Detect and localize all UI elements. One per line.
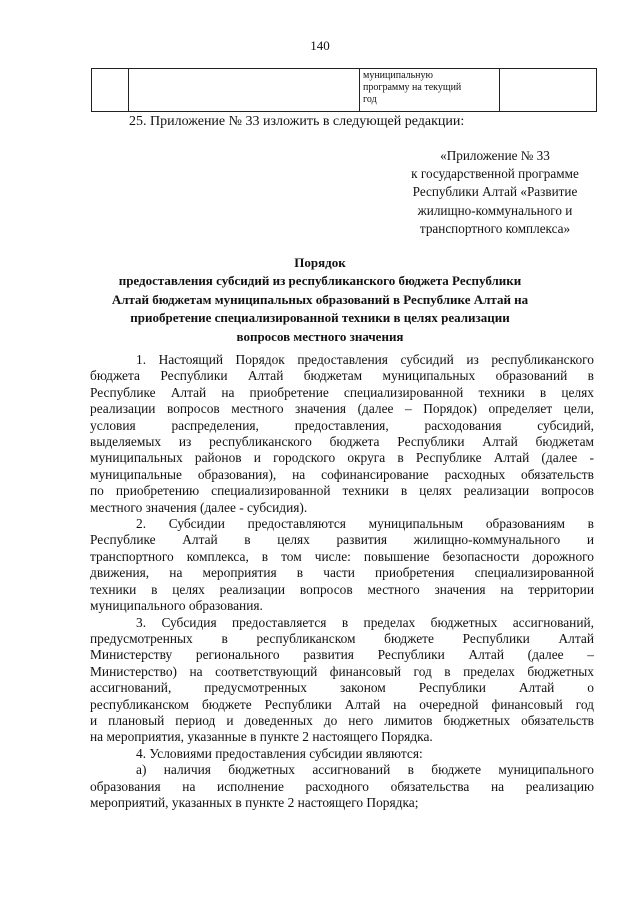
text-line: и плановый период и доведенных до него лимитов бюджетных обязательств [90,712,594,728]
text-line: муниципальные образования), на софинансирование расходных обязательств [90,466,594,482]
text-line: Республике Алтай на приобретение специализированной техники в целях [90,384,594,400]
table-cell [360,69,500,112]
text-line: Министерство) на соответствующий финансовый год в пределах бюджетных [90,663,594,679]
continuation-table-row [91,68,597,112]
text-line: техники в целях реализации вопросов местного значения на территории [90,581,594,597]
table-cell [500,69,597,112]
annex-header-line: к государственной программе [411,166,579,182]
text-line: муниципальных районов и городского округа в Республике Алтай (далее - [90,450,594,466]
text-line: движения, на мероприятия в части приобретения специализированной [90,565,594,581]
table-cell [129,69,360,112]
annex-header-line: «Приложение № 33 [440,148,550,163]
text-line: Республике Алтай в целях развития жилищно-коммунального и [90,532,594,548]
text-line: Министерству регионального развития Республики Алтай (далее – [90,647,594,663]
text-line: ассигнований, предусмотренных законом Республики Алтай о [90,680,594,696]
table-cell [92,69,129,112]
annex-header-line: Республики Алтай «Развитие [412,184,578,200]
annex-header [380,147,610,238]
page-number: 140 [310,38,330,53]
paragraph-3 [90,615,594,746]
text-line: 3. Субсидия предоставляется в пределах бюджетных ассигнований, [136,614,594,630]
paragraph-1 [90,352,594,516]
title-line: Алтай бюджетам муниципальных образований в Республике Алтай на [111,291,529,307]
amendment-text: 25. Приложение № 33 изложить в следующей редакции: [129,114,465,129]
text-line: муниципального образования. [90,598,263,614]
text-line: реализации вопросов местного значения (далее – Порядок) определяет цели, [90,401,594,417]
text-line: бюджета Республики Алтай бюджетам муниципальных образований в [90,368,594,384]
document-title [80,254,560,346]
text-line: выделяемых из республиканского бюджета Республики Алтай бюджетам [90,434,594,450]
text-line: предусмотренных в республиканском бюджете Республики Алтай [90,630,594,646]
body-text [90,352,594,811]
text-line: по приобретению специализированной техники в целях реализации вопросов [90,483,594,499]
annex-header-line: транспортного комплекса» [419,220,571,236]
paragraph-2 [90,516,594,614]
title-line: Порядок [294,255,346,270]
text-line: местного значения (далее - субсидия). [90,499,308,515]
annex-header-line: жилищно-коммунального и [417,202,573,218]
table-cell-line: муниципальную [363,70,433,81]
table-cell-line: программу на текущий [363,82,462,93]
text-line: условия распределения, предоставления, расходования субсидий, [90,417,594,433]
text-line: мероприятий, указанных в пункте 2 настоящего Порядка; [90,794,419,810]
paragraph-4a [90,762,594,811]
text-line: а) наличия бюджетных ассигнований в бюджете муниципального [136,762,594,778]
text-line: 2. Субсидии предоставляются муниципальным образованиям в [136,516,594,532]
title-line: приобретение специализированной техники в целях реализации [130,310,510,326]
title-line: предоставления субсидий из республиканского бюджета Республики [118,273,522,289]
text-line: транспортного комплекса, в том числе: повышение безопасности дорожного [90,548,594,564]
text-line: 1. Настоящий Порядок предоставления субсидий из республиканского [136,352,594,367]
text-line: 4. Условиями предоставления субсидии являются: [136,745,423,761]
text-line: образования на исполнение расходного обязательства на реализацию [90,778,594,794]
paragraph-4 [90,746,594,762]
table-row [92,69,597,112]
table-cell-line: год [363,94,377,105]
title-line: вопросов местного значения [236,328,404,344]
text-line: республиканском бюджете Республики Алтай на очередной финансовый год [90,696,594,712]
text-line: на мероприятия, указанные в пункте 2 настоящего Порядка. [90,729,433,745]
